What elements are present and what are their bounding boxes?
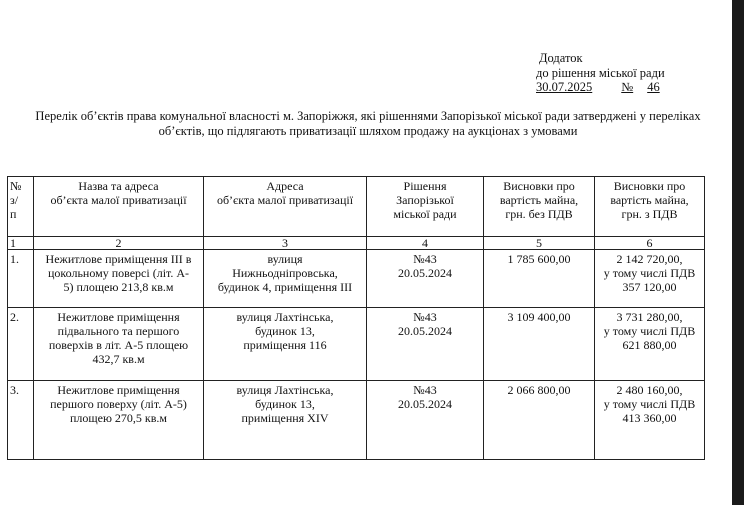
column-number: 4 bbox=[367, 237, 484, 250]
council-decision: №43 20.05.2024 bbox=[367, 308, 484, 381]
table-header-row bbox=[8, 177, 705, 237]
table-row bbox=[8, 250, 705, 308]
row-number: 3. bbox=[8, 381, 34, 460]
row-number: 1. bbox=[8, 250, 34, 308]
value-with-vat: 2 142 720,00, у тому числі ПДВ 357 120,00 bbox=[595, 250, 705, 308]
row-number: 2. bbox=[8, 308, 34, 381]
object-name: Нежитлове приміщення ІІІ в цокольному поверсі (літ. А- 5) площею 213,8 кв.м bbox=[34, 250, 204, 308]
appendix-title: Додаток bbox=[539, 51, 583, 65]
appendix-number-label: № bbox=[621, 80, 634, 94]
object-address: вулиця Лахтінська, будинок 13, приміщення 116 bbox=[204, 308, 367, 381]
scan-edge bbox=[732, 0, 744, 505]
column-number: 2 bbox=[34, 237, 204, 250]
column-number: 3 bbox=[204, 237, 367, 250]
header-cell-decision: Рішення Запорізької міської ради bbox=[367, 177, 484, 237]
column-number: 5 bbox=[484, 237, 595, 250]
document-heading: Перелік об’єктів права комунальної власності м. Запоріжжя, які рішеннями Запорізької міської ради затверджені у переліках об’єктів, що підлягають приватизації шляхом продажу на аукціонах з умовами bbox=[35, 109, 701, 138]
object-name: Нежитлове приміщення першого поверху (літ. А-5) площею 270,5 кв.м bbox=[34, 381, 204, 460]
column-numbers-row bbox=[8, 237, 705, 250]
value-without-vat: 3 109 400,00 bbox=[484, 308, 595, 381]
header-cell-number: № з/ п bbox=[8, 177, 34, 237]
header-cell-name: Назва та адреса об’єкта малої приватизації bbox=[34, 177, 204, 237]
column-number: 6 bbox=[595, 237, 705, 250]
appendix-number: 46 bbox=[647, 80, 660, 94]
header-cell-value-no-vat: Висновки про вартість майна, грн. без ПДВ bbox=[484, 177, 595, 237]
appendix-date-number bbox=[536, 80, 665, 95]
appendix-block bbox=[536, 51, 665, 95]
object-name: Нежитлове приміщення підвального та першого поверхів в літ. А-5 площею 432,7 кв.м bbox=[34, 308, 204, 381]
value-without-vat: 1 785 600,00 bbox=[484, 250, 595, 308]
value-without-vat: 2 066 800,00 bbox=[484, 381, 595, 460]
value-with-vat: 2 480 160,00, у тому числі ПДВ 413 360,00 bbox=[595, 381, 705, 460]
header-cell-value-vat: Висновки про вартість майна, грн. з ПДВ bbox=[595, 177, 705, 237]
column-number: 1 bbox=[8, 237, 34, 250]
council-decision: №43 20.05.2024 bbox=[367, 250, 484, 308]
table-row bbox=[8, 381, 705, 460]
objects-table bbox=[7, 176, 705, 460]
council-decision: №43 20.05.2024 bbox=[367, 381, 484, 460]
value-with-vat: 3 731 280,00, у тому числі ПДВ 621 880,00 bbox=[595, 308, 705, 381]
header-cell-address: Адреса об’єкта малої приватизації bbox=[204, 177, 367, 237]
object-address: вулиця Нижньодніпровська, будинок 4, приміщення ІІІ bbox=[204, 250, 367, 308]
appendix-subtitle: до рішення міської ради bbox=[536, 65, 665, 80]
object-address: вулиця Лахтінська, будинок 13, приміщення XIV bbox=[204, 381, 367, 460]
table-row bbox=[8, 308, 705, 381]
appendix-date: 30.07.2025 bbox=[536, 80, 593, 94]
